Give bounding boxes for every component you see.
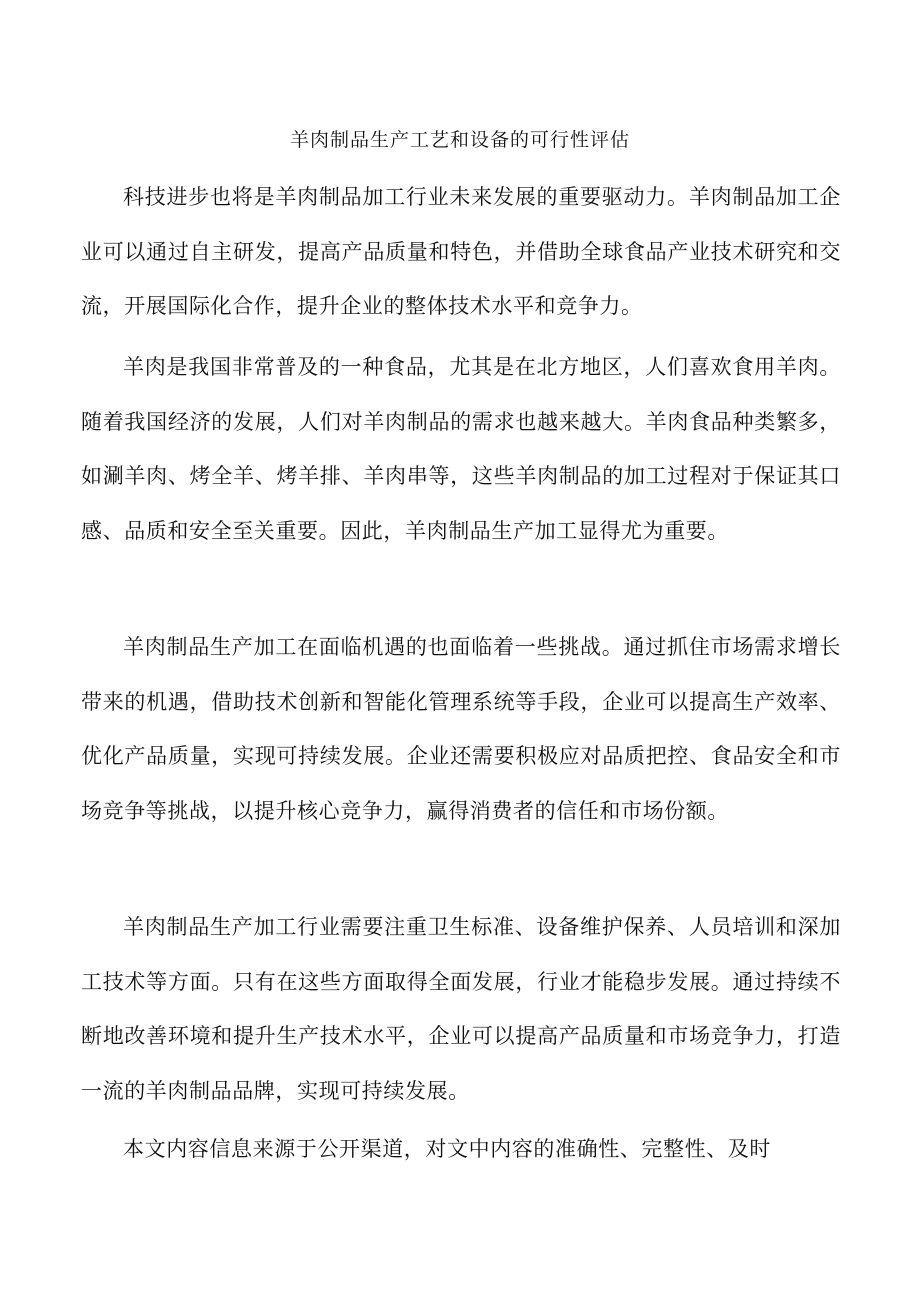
paragraph-mutton-popularity: 羊肉是我国非常普及的一种食品，尤其是在北方地区，人们喜欢食用羊肉。随着我国经济的发展，人们对羊肉制品的需求也越来越大。羊肉食品种类繁多，如涮羊肉、烤全羊、烤羊排、羊肉串等，这些羊肉制品的加工过程对于保证其口感、品质和安全至关重要。因此，羊肉制品生产加工显得尤为重要。 [81, 355, 841, 543]
document-title: 羊肉制品生产工艺和设备的可行性评估 [289, 129, 630, 151]
paragraph-industry-focus: 羊肉制品生产加工行业需要注重卫生标准、设备维护保养、人员培训和深加工技术等方面。只有在这些方面取得全面发展，行业才能稳步发展。通过持续不断地改善环境和提升生产技术水平，企业可以提高产品质量和市场竞争力，打造一流的羊肉制品品牌，实现可持续发展。 [81, 915, 841, 1103]
paragraph-opportunities-challenges: 羊肉制品生产加工在面临机遇的也面临着一些挑战。通过抓住市场需求增长带来的机遇，借助技术创新和智能化管理系统等手段，企业可以提高生产效率、优化产品质量，实现可持续发展。企业还需要积极应对品质把控、食品安全和市场竞争等挑战，以提升核心竞争力，赢得消费者的信任和市场份额。 [81, 635, 841, 823]
paragraph-technology-progress: 科技进步也将是羊肉制品加工行业未来发展的重要驱动力。羊肉制品加工企业可以通过自主研发，提高产品质量和特色，并借助全球食品产业技术研究和交流，开展国际化合作，提升企业的整体技术水平和竞争力。 [81, 185, 841, 318]
paragraph-disclaimer: 本文内容信息来源于公开渠道，对文中内容的准确性、完整性、及时 [123, 1137, 771, 1161]
